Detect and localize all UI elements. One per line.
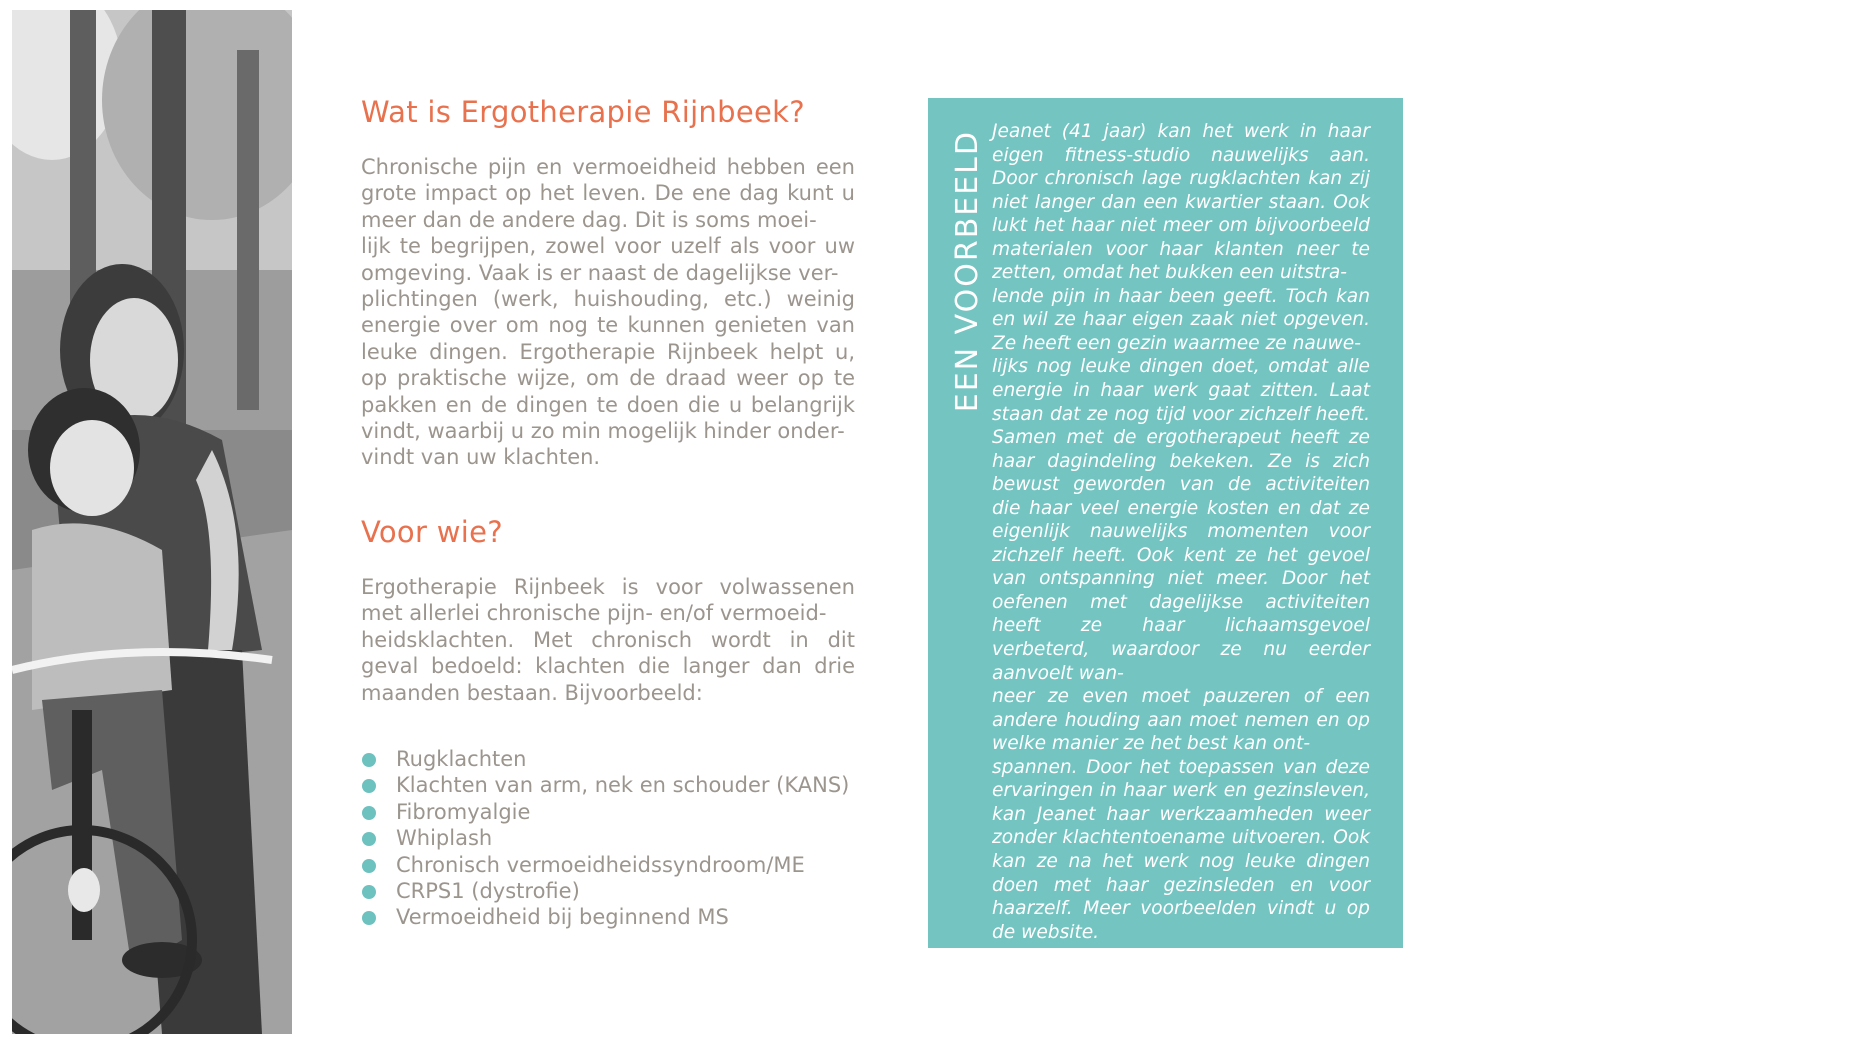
example-label: EEN VOORBEELD (950, 130, 985, 413)
bullet-icon (362, 753, 376, 767)
list-item (361, 904, 855, 930)
list-item (361, 878, 855, 904)
bullet-icon (362, 859, 376, 873)
list-item-label: CRPS1 (dystrofie) (396, 878, 580, 903)
list-item-label: Klachten van arm, nek en schouder (KANS) (396, 773, 850, 798)
bullet-icon (362, 911, 376, 925)
list-item (361, 852, 855, 878)
main-content (361, 92, 855, 931)
hero-photo (12, 10, 292, 1034)
list-item-label: Rugklachten (396, 746, 527, 771)
bullet-icon (362, 806, 376, 820)
audience-heading: Voor wie? (361, 514, 503, 549)
bullet-icon (362, 832, 376, 846)
list-item-label: Vermoeidheid bij beginnend MS (396, 905, 729, 930)
bullet-icon (362, 779, 376, 793)
list-item-label: Chronisch vermoeidheidssyndroom/ME (396, 852, 805, 877)
list-item-label: Whiplash (396, 826, 493, 851)
bullet-icon (362, 885, 376, 899)
intro-paragraph: Chronische pijn en vermoeidheid hebben een grote impact op het leven. De ene dag kunt u meer dan de andere dag. Dit is soms moei- lijk te begrijpen, zowel voor uzelf als voor uw omgeving. Vaak is er naast de dagelijkse ver- plichtingen (werk, huishouding, etc.) weinig energie over om nog te kunnen genieten van leuke dingen. Ergotherapie Rijnbeek helpt u, op praktische wijze, om de draad weer op te pakken en de dingen te doen die u belangrijk vindt, waarbij u zo min mogelijk hinder onder- vindt van uw klachten. (361, 155, 855, 470)
complaint-list (361, 746, 855, 931)
photo-mother-child-bicycle-icon (12, 10, 292, 1034)
list-item-label: Fibromyalgie (396, 799, 531, 824)
example-box (928, 98, 1403, 948)
audience-paragraph: Ergotherapie Rijnbeek is voor volwassenen met allerlei chronische pijn- en/of vermoeid- heidsklachten. Met chronisch wordt in dit geval bedoeld: klachten die langer dan drie maanden bestaan. Bijvoorbeeld: (361, 574, 855, 705)
example-label-wrapper (948, 130, 988, 413)
example-text: Jeanet (41 jaar) kan het werk in haar eigen fitness-studio nauwelijks aan. Door chronisch lage rugklachten kan zij niet langer dan een kwartier staan. Ook lukt het haar niet meer om bijvoorbeeld materialen voor haar klanten neer te zetten, omdat het bukken een uitstra- lende pijn in haar been geeft. Toch kan en wil ze haar eigen zaak niet opgeven. Ze heeft een gezin waarmee ze nauwe- lijks nog leuke dingen doet, omdat alle energie in haar werk gaat zitten. Laat staan dat ze nog tijd voor zichzelf heeft. Samen met de ergotherapeut heeft ze haar dagindeling bekeken. Ze is zich bewust geworden van de activiteiten die haar veel energie kosten en dat ze eigenlijk nauwelijks momenten voor zichzelf heeft. Ook kent ze het gevoel van ontspanning niet meer. Door het oefenen met dagelijkse activiteiten heeft ze haar lichaamsgevoel verbeterd, waardoor ze nu eerder aanvoelt wan- neer ze even moet pauzeren of een andere houding aan moet nemen en op welke manier ze het best kan ont- spannen. Door het toepassen van deze ervaringen in haar werk en gezinsleven, kan Jeanet haar werkzaamheden weer zonder klachtentoename uitvoeren. Ook kan ze na het werk nog leuke dingen doen met haar gezinsleden en voor haarzelf. Meer voorbeelden vindt u op de website. (992, 121, 1370, 943)
list-item (361, 746, 855, 772)
list-item (361, 825, 855, 851)
list-item (361, 772, 855, 798)
list-item (361, 799, 855, 825)
intro-heading: Wat is Ergotherapie Rijnbeek? (361, 95, 805, 129)
